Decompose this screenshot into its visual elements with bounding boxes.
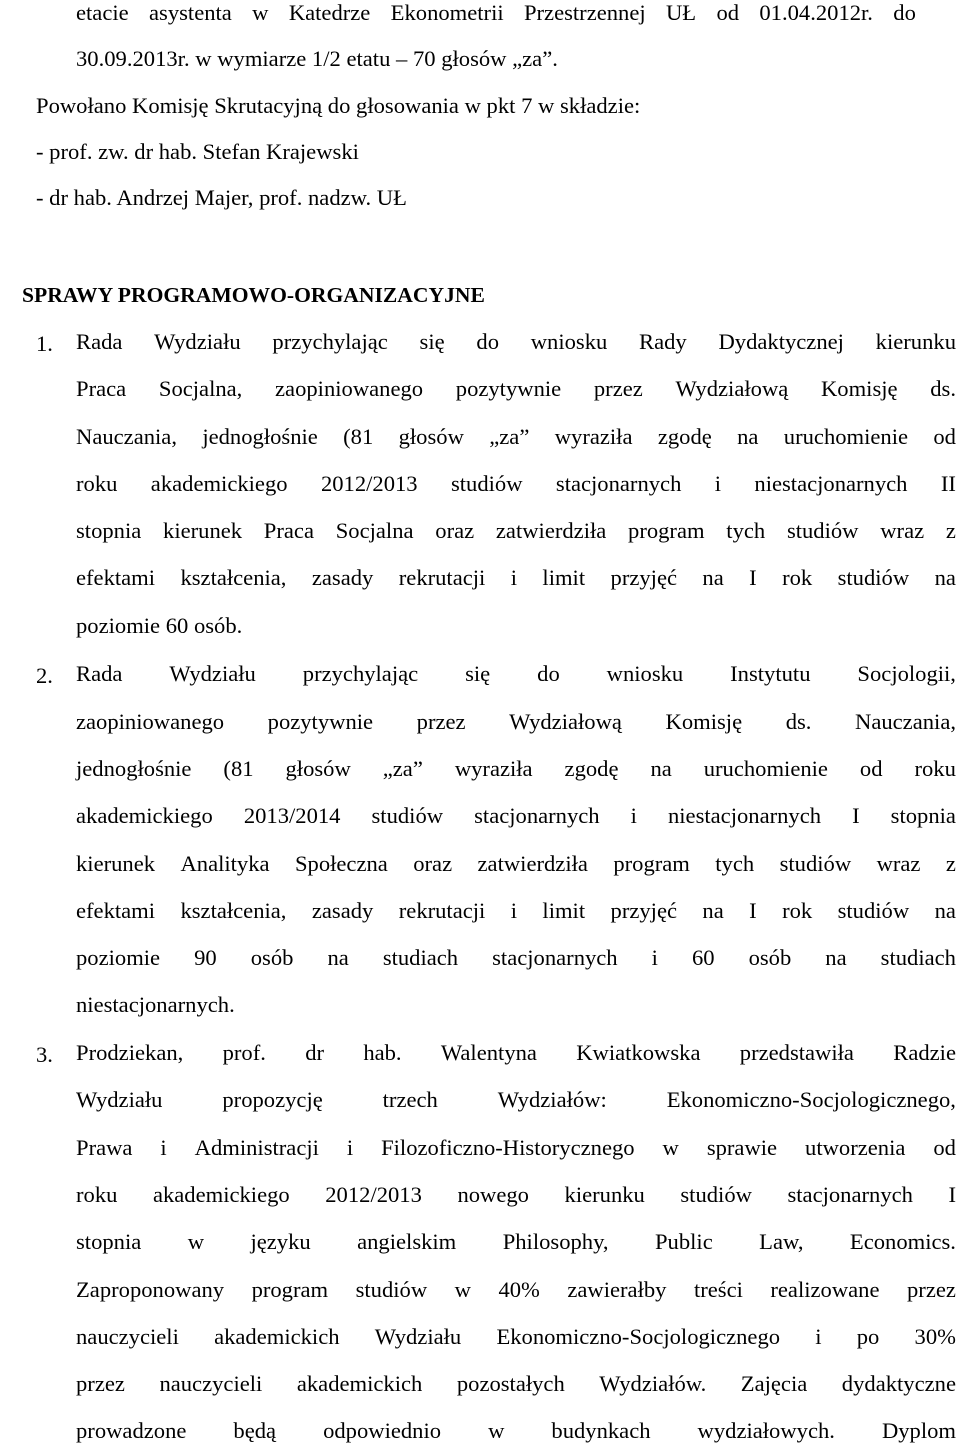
item-line: Prodziekan, prof. dr hab. Walentyna Kwiatkowska przedstawiła Radzie <box>76 1040 956 1065</box>
item-line: roku akademickiego 2012/2013 studiów stacjonarnych i niestacjonarnych II <box>76 471 956 496</box>
committee-member: - prof. zw. dr hab. Stefan Krajewski <box>36 139 359 164</box>
item-line: jednogłośnie (81 głosów „za” wyraziła zgodę na uruchomienie od roku <box>76 756 956 781</box>
item-number: 1. <box>36 331 53 356</box>
intro-line: etacie asystenta w Katedrze Ekonometrii Przestrzennej UŁ od 01.04.2012r. do <box>76 0 916 25</box>
item-line: nauczycieli akademickich Wydziału Ekonomiczno-Socjologicznego i po 30% <box>76 1324 956 1349</box>
committee-member: - dr hab. Andrzej Majer, prof. nadzw. UŁ <box>36 185 407 210</box>
item-number: 3. <box>36 1042 53 1067</box>
item-line: efektami kształcenia, zasady rekrutacji i limit przyjęć na I rok studiów na <box>76 898 956 923</box>
item-line: poziomie 90 osób na studiach stacjonarnych i 60 osób na studiach <box>76 945 956 970</box>
item-line: poziomie 60 osób. <box>76 613 243 638</box>
item-line: Rada Wydziału przychylając się do wniosku Instytutu Socjologii, <box>76 661 956 686</box>
section-heading: SPRAWY PROGRAMOWO-ORGANIZACYJNE <box>22 283 485 307</box>
item-line: Zaproponowany program studiów w 40% zawierałby treści realizowane przez <box>76 1277 956 1302</box>
item-line: efektami kształcenia, zasady rekrutacji i limit przyjęć na I rok studiów na <box>76 565 956 590</box>
item-line: roku akademickiego 2012/2013 nowego kierunku studiów stacjonarnych I <box>76 1182 956 1207</box>
item-line: stopnia kierunek Praca Socjalna oraz zatwierdziła program tych studiów wraz z <box>76 518 956 543</box>
item-line: przez nauczycieli akademickich pozostałych Wydziałów. Zajęcia dydaktyczne <box>76 1371 956 1396</box>
item-line: niestacjonarnych. <box>76 992 235 1017</box>
item-number: 2. <box>36 663 53 688</box>
item-line: akademickiego 2013/2014 studiów stacjonarnych i niestacjonarnych I stopnia <box>76 803 956 828</box>
item-line: Nauczania, jednogłośnie (81 głosów „za” wyraziła zgodę na uruchomienie od <box>76 424 956 449</box>
item-line: Rada Wydziału przychylając się do wniosku Rady Dydaktycznej kierunku <box>76 329 956 354</box>
item-line: kierunek Analityka Społeczna oraz zatwierdziła program tych studiów wraz z <box>76 851 956 876</box>
item-line: zaopiniowanego pozytywnie przez Wydziałową Komisję ds. Nauczania, <box>76 709 956 734</box>
item-line: stopnia w języku angielskim Philosophy, Public Law, Economics. <box>76 1229 956 1254</box>
item-line: Wydziału propozycję trzech Wydziałów: Ekonomiczno-Socjologicznego, <box>76 1087 956 1112</box>
item-line: Prawa i Administracji i Filozoficzno-Historycznego w sprawie utworzenia od <box>76 1135 956 1160</box>
item-line: Praca Socjalna, zaopiniowanego pozytywnie przez Wydziałową Komisję ds. <box>76 376 956 401</box>
intro-line: 30.09.2013r. w wymiarze 1/2 etatu – 70 głosów „za”. <box>76 46 558 71</box>
item-line: prowadzone będą odpowiednio w budynkach wydziałowych. Dyplom <box>76 1418 956 1443</box>
committee-intro: Powołano Komisję Skrutacyjną do głosowania w pkt 7 w składzie: <box>36 93 641 118</box>
